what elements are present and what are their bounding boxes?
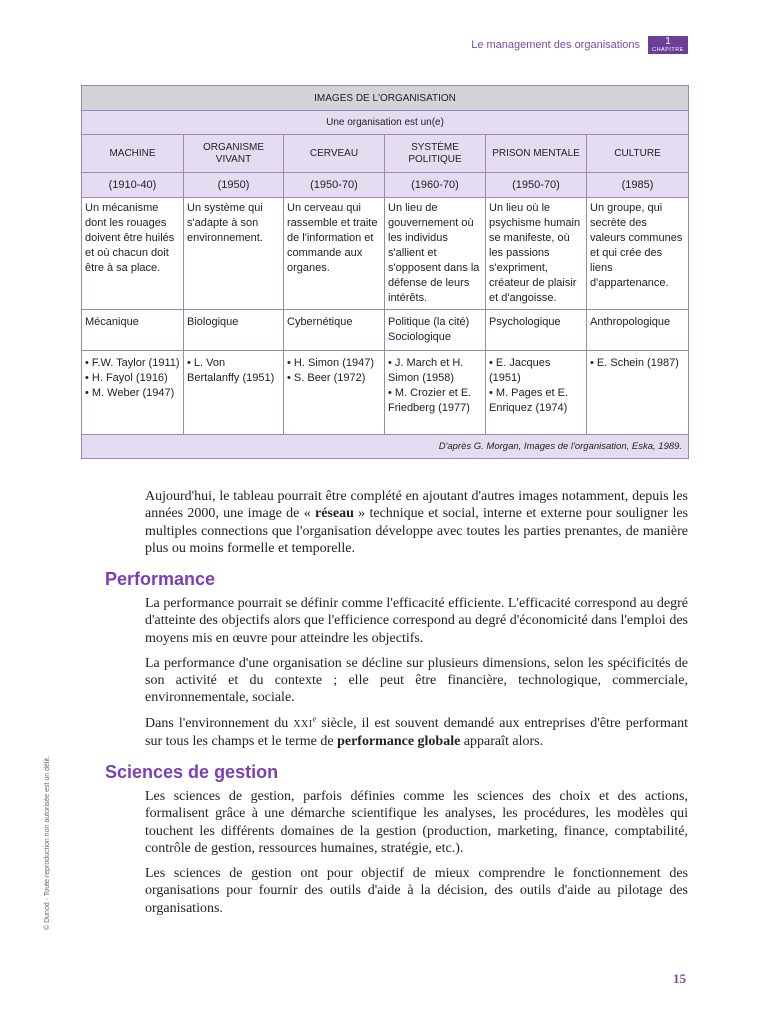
col-header: ORGANISME VIVANT [184, 135, 284, 173]
intro-text [145, 488, 688, 565]
running-title: Le management des organisations [471, 39, 640, 51]
author-item: • F.W. Taylor (1911) [85, 357, 180, 369]
col-type: Biologique [184, 310, 284, 351]
col-description: Un lieu où le psychisme humain se manifeste, où les passions s'expriment, créateur de plaisir et d'angoisse. [486, 198, 587, 310]
table-subtitle: Une organisation est un(e) [82, 111, 689, 135]
section-title-sciences: Sciences de gestion [105, 762, 279, 782]
paragraph: La performance d'une organisation se décline sur plusieurs dimensions, selon les spécificités de son activité et du contexte ; elle peut être financière, technologique, commerciale, environnementale, sociale. [145, 655, 688, 706]
col-authors [184, 351, 284, 435]
text-run: Aujourd'hui, le tableau pourrait être complété en ajoutant d'autres images notamment, depuis les années 2000, une image de « [145, 489, 688, 522]
author-item: • M. Weber (1947) [85, 387, 175, 399]
col-description: Un cerveau qui rassemble et traite de l'information et commande aux organes. [284, 198, 385, 310]
section-title-performance: Performance [105, 569, 216, 589]
col-authors [385, 351, 486, 435]
col-header: MACHINE [82, 135, 184, 173]
bold-term: performance globale [337, 734, 461, 750]
col-type: Mécanique [82, 310, 184, 351]
text-run: » technique et social, interne et externe pour souligner les multiples connections que l'organisation développe avec toutes les parties prenantes, de manière plus ou moins formelle et temporelle. [145, 506, 688, 556]
text-run: apparaît alors. [460, 734, 544, 750]
col-header: CULTURE [587, 135, 689, 173]
col-years: (1985) [587, 173, 689, 198]
col-type: Cybernétique [284, 310, 385, 351]
author-item: • J. March et H. Simon (1958) [388, 357, 464, 384]
century-numeral: XXI [293, 718, 313, 730]
running-head [471, 36, 688, 54]
col-description: Un mécanisme dont les rouages doivent être huilés et où chacun doit être à sa place. [82, 198, 184, 310]
author-item: • E. Jacques (1951) [489, 357, 551, 384]
author-item: • S. Beer (1972) [287, 372, 366, 384]
text-run: Dans l'environnement du [145, 715, 294, 731]
author-item: • H. Simon (1947) [287, 357, 374, 369]
chapter-badge [648, 36, 688, 54]
col-header: PRISON MENTALE [486, 135, 587, 173]
col-authors [82, 351, 184, 435]
col-description: Un système qui s'adapte à son environnement. [184, 198, 284, 310]
col-description: Un groupe, qui secrète des valeurs communes et qui crée des liens d'appartenance. [587, 198, 689, 310]
col-authors [284, 351, 385, 435]
col-type: Psychologique [486, 310, 587, 351]
page-number: 15 [673, 971, 686, 986]
paragraph: Les sciences de gestion ont pour objectif de mieux comprendre le fonctionnement des organisations pour fournir des outils d'aide à la décision, des outils d'aide au pilotage des organisations. [145, 866, 688, 916]
copyright-note: © Dunod - Toute reproduction non autorisée est un délit. [44, 756, 51, 930]
col-type: Politique (la cité) Sociologique [385, 310, 486, 351]
superscript: e [312, 714, 317, 724]
chapter-number: 1 [665, 36, 671, 47]
author-item: • M. Pages et E. Enriquez (1974) [489, 387, 569, 414]
col-authors [587, 351, 689, 435]
paragraph: La performance pourrait se définir comme l'efficacité efficiente. L'efficacité correspond au degré d'atteinte des objectifs alors que l'efficience correspond au degré d'économicité dans l'emploi des moyens mis en œuvre pour atteindre les objectifs. [145, 596, 688, 646]
col-years: (1910-40) [82, 173, 184, 198]
col-type: Anthropologique [587, 310, 689, 351]
col-header: CERVEAU [284, 135, 385, 173]
table-title: IMAGES DE L'ORGANISATION [82, 86, 689, 111]
author-item: • H. Fayol (1916) [85, 372, 168, 384]
col-years: (1950-70) [486, 173, 587, 198]
col-authors [486, 351, 587, 435]
col-header: SYSTÈME POLITIQUE [385, 135, 486, 173]
col-years: (1950) [184, 173, 284, 198]
author-item: • L. Von Bertalanffy (1951) [187, 357, 275, 384]
images-table [81, 85, 688, 459]
col-years: (1960-70) [385, 173, 486, 198]
sciences-text [145, 788, 688, 925]
author-item: • M. Crozier et E. Friedberg (1977) [388, 387, 472, 414]
col-description: Un lieu de gouvernement où les individus s'allient et s'opposent dans la défense de leurs intérêts. [385, 198, 486, 310]
bold-term: réseau [315, 506, 354, 522]
paragraph: Les sciences de gestion, parfois définies comme les sciences des choix et des actions, formalisent grâce à une démarche scientifique les analyses, les procédures, les modèles qui touchent les différents domaines de la gestion (production, marketing, finance, comptabilité, contrôle de gestion, ressources humaines, stratégie, etc.). [145, 789, 688, 856]
chapter-label: CHAPITRE [652, 47, 684, 53]
paragraph [145, 715, 688, 751]
text-run: siècle, il est souvent demandé aux entreprises d'être performant sur tous les champs et le terme de [145, 715, 688, 750]
author-item: • E. Schein (1987) [590, 357, 679, 369]
intro-paragraph [145, 488, 688, 557]
col-years: (1950-70) [284, 173, 385, 198]
table-source: D'après G. Morgan, Images de l'organisation, Eska, 1989. [82, 435, 689, 459]
performance-text [145, 595, 688, 758]
